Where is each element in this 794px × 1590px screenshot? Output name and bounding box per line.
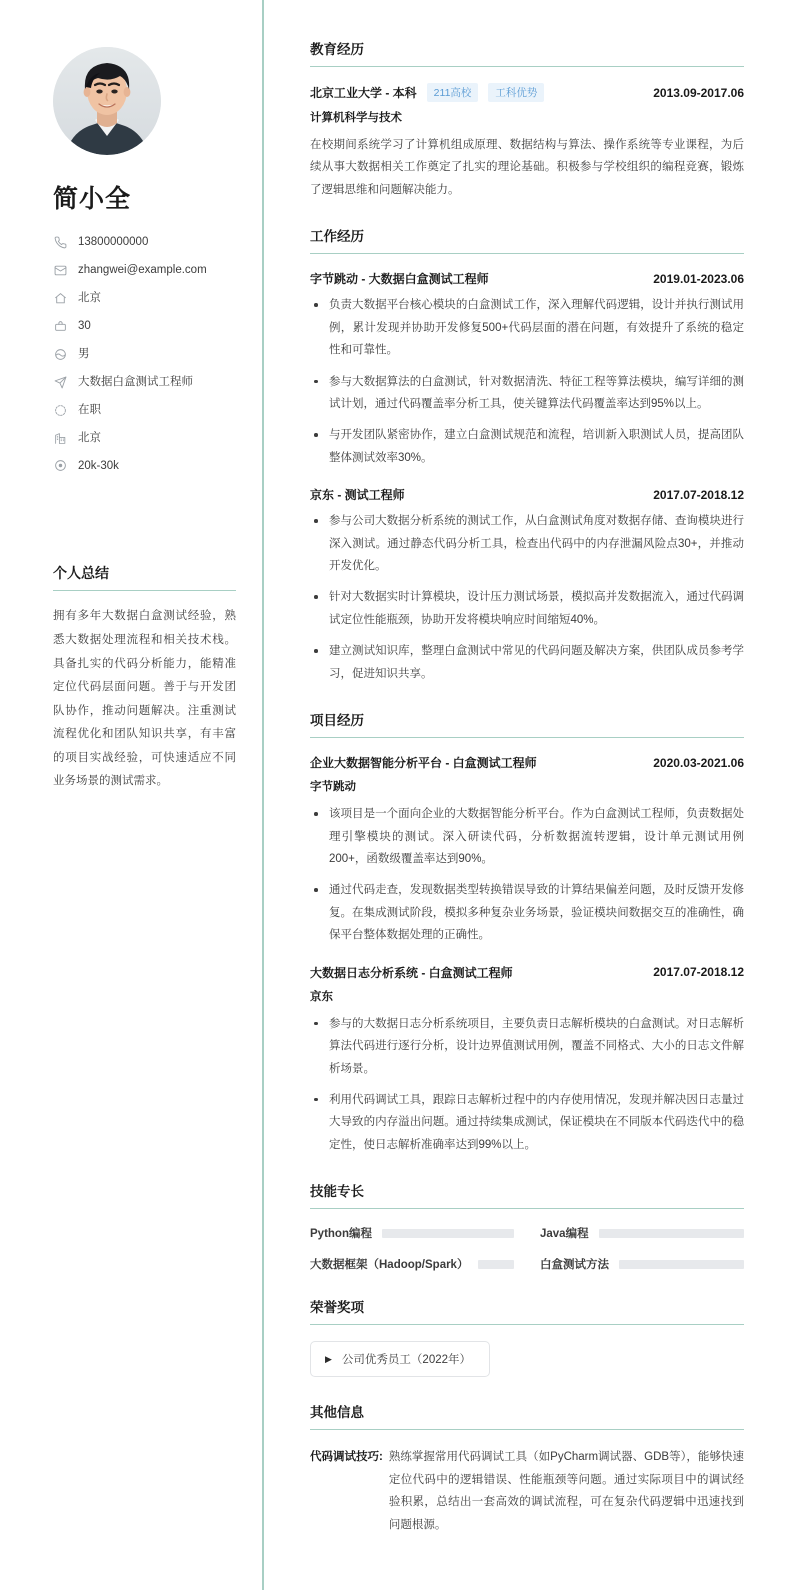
skill-label: Python编程 [310,1228,372,1241]
honor-chip[interactable] [310,1341,490,1377]
skills-section [310,1180,744,1272]
city-icon [53,432,68,445]
contact-value: zhangwei@example.com [78,263,207,276]
skill-item [310,1256,514,1272]
work-heading: 字节跳动 - 大数据白盒测试工程师 [310,272,489,287]
education-entry-head-left [310,83,544,102]
main-content [264,0,794,1590]
contact-value: 男 [78,347,90,360]
contact-item-home [53,291,236,306]
contact-item-city [53,431,236,446]
page-title: 简小全 [53,185,132,213]
education-entry [310,83,744,201]
skill-progress-track [382,1229,514,1238]
summary-text: 拥有多年大数据白盒测试经验，熟悉大数据处理流程和相关技术栈。具备扎实的代码分析能力，能精准定位代码层面问题。善于与开发团队协作，推动问题解决。注重测试流程优化和团队知识共享，有丰富的项目实战经验，可快速适应不同业务场景的测试需求。 [53,610,236,788]
contact-value: 大数据白盒测试工程师 [78,375,193,388]
work-bullet: 负责大数据平台核心模块的白盒测试工作，深入理解代码逻辑，设计并执行测试用例，累计发现并协助开发修复500+代码层面的潜在问题，有效提升了系统的稳定性和可靠性。 [310,294,744,361]
work-entry-head [310,270,744,287]
contact-value: 北京 [78,431,101,444]
contact-item-phone [53,235,236,250]
left-sidebar [0,0,264,1590]
contact-item-position [53,375,236,390]
contact-list [53,235,236,473]
skill-item [540,1256,744,1272]
skill-label: 白盒测试方法 [540,1259,609,1272]
work-date: 2019.01-2023.06 [653,271,744,286]
project-date: 2020.03-2021.06 [653,755,744,770]
project-company: 京东 [310,990,333,1003]
work-section [310,225,744,685]
other-info-row [310,1446,744,1536]
status-icon [53,404,68,417]
project-bullets [310,1013,744,1157]
work-date: 2017.07-2018.12 [653,487,744,502]
email-icon [53,264,68,277]
project-bullets [310,803,744,947]
honor-label: 公司优秀员工（2022年） [341,1354,472,1367]
work-bullet: 建立测试知识库，整理白盒测试中常见的代码问题及解决方案，供团队成员参考学习，促进知识共享。 [310,640,744,685]
contact-item-salary [53,459,236,474]
skills-title: 技能专长 [310,1180,744,1209]
work-entry [310,486,744,685]
education-major: 计算机科学与技术 [310,112,402,124]
education-tag: 工科优势 [488,83,544,102]
project-heading: 企业大数据智能分析平台 - 白盒测试工程师 [310,756,537,771]
project-entry [310,754,744,947]
work-bullet: 参与公司大数据分析系统的测试工作，从白盒测试角度对数据存储、查询模块进行深入测试。通过静态代码分析工具，检查出代码中的内存泄漏风险点30+，并推动开发优化。 [310,510,744,577]
age-icon [53,320,68,333]
project-bullet: 利用代码调试工具，跟踪日志解析过程中的内存使用情况，发现并解决因日志量过大导致的内存溢出问题。通过持续集成测试，保证模块在不同版本代码迭代中的稳定性，使日志解析准确率达到99%以上。 [310,1089,744,1156]
salary-icon [53,459,68,472]
play-arrow-icon: ▶ [325,1353,332,1364]
work-heading: 京东 - 测试工程师 [310,488,405,503]
honors-section [310,1296,744,1377]
skill-progress-track [599,1229,744,1238]
summary-section [53,563,236,794]
projects-section [310,709,744,1156]
project-bullet: 通过代码走查，发现数据类型转换错误导致的计算结果偏差问题，及时反馈开发修复。在集成测试阶段，模拟多种复杂业务场景，验证模块间数据交互的准确性，确保平台整体数据处理的正确性。 [310,879,744,946]
work-entry-head [310,486,744,503]
other-info-title: 其他信息 [310,1401,744,1430]
other-info-value: 熟练掌握常用代码调试工具（如PyCharm调试器、GDB等），能够快速定位代码中的逻辑错误、性能瓶颈等问题。通过实际项目中的调试经验积累，总结出一套高效的调试流程，可在复杂代码逻辑中迅速找到问题根源。 [388,1451,744,1531]
project-heading: 大数据日志分析系统 - 白盒测试工程师 [310,965,513,980]
project-entry [310,964,744,1157]
home-icon [53,292,68,305]
education-school: 北京工业大学 - 本科 [310,86,417,100]
contact-value: 北京 [78,291,101,304]
skill-progress-track [478,1260,514,1269]
contact-value: 20k-30k [78,459,119,472]
contact-value: 在职 [78,403,101,416]
skill-label: 大数据框架（Hadoop/Spark） [310,1259,469,1272]
skill-item [310,1225,514,1241]
other-info-label: 代码调试技巧: [310,1451,383,1464]
project-entry-head [310,964,744,981]
work-title: 工作经历 [310,225,744,254]
skill-progress-track [619,1260,744,1269]
avatar [53,47,161,155]
projects-title: 项目经历 [310,709,744,738]
contact-value: 30 [78,319,91,332]
project-entry-head [310,754,744,771]
work-bullets [310,294,744,469]
project-date: 2017.07-2018.12 [653,965,744,980]
education-entry-head [310,83,744,102]
skills-grid [310,1225,744,1272]
position-icon [53,376,68,389]
work-bullets [310,510,744,685]
education-tag: 211高校 [427,83,479,102]
project-company: 字节跳动 [310,781,356,794]
profile-photo-icon [53,47,161,155]
contact-value: 13800000000 [78,236,149,248]
other-info-section [310,1401,744,1536]
work-bullet: 针对大数据实时计算模块，设计压力测试场景，模拟高并发数据流入，通过代码调试定位性能瓶颈，协助开发将模块响应时间缩短40%。 [310,586,744,631]
contact-item-status [53,403,236,418]
work-bullet: 与开发团队紧密协作，建立白盒测试规范和流程，培训新入职测试人员，提高团队整体测试效率30%。 [310,424,744,469]
skill-label: Java编程 [540,1228,589,1241]
phone-icon [53,236,68,249]
work-bullet: 参与大数据算法的白盒测试，针对数据清洗、特征工程等算法模块，编写详细的测试计划，通过代码覆盖率分析工具，使关键算法代码覆盖率达到95%以上。 [310,371,744,416]
project-bullet: 参与的大数据日志分析系统项目，主要负责日志解析模块的白盒测试。对日志解析算法代码进行逐行分析，设计边界值测试用例，覆盖不同格式、大小的日志文件解析场景。 [310,1013,744,1080]
honors-title: 荣誉奖项 [310,1296,744,1325]
education-date: 2013.09-2017.06 [653,85,744,100]
education-title: 教育经历 [310,38,744,67]
education-description: 在校期间系统学习了计算机组成原理、数据结构与算法、操作系统等专业课程，为后续从事大数据相关工作奠定了扎实的理论基础。积极参与学校组织的编程竞赛，锻炼了逻辑思维和问题解决能力。 [310,139,744,196]
skill-item [540,1225,744,1241]
education-section [310,38,744,201]
contact-item-age [53,319,236,334]
contact-item-gender [53,347,236,362]
work-entry [310,270,744,469]
gender-icon [53,348,68,361]
project-bullet: 该项目是一个面向企业的大数据智能分析平台。作为白盒测试工程师，负责数据处理引擎模块的测试。深入研读代码，分析数据流转逻辑，设计单元测试用例200+，函数级覆盖率达到90%。 [310,803,744,870]
contact-item-email [53,263,236,278]
summary-title: 个人总结 [53,563,236,591]
